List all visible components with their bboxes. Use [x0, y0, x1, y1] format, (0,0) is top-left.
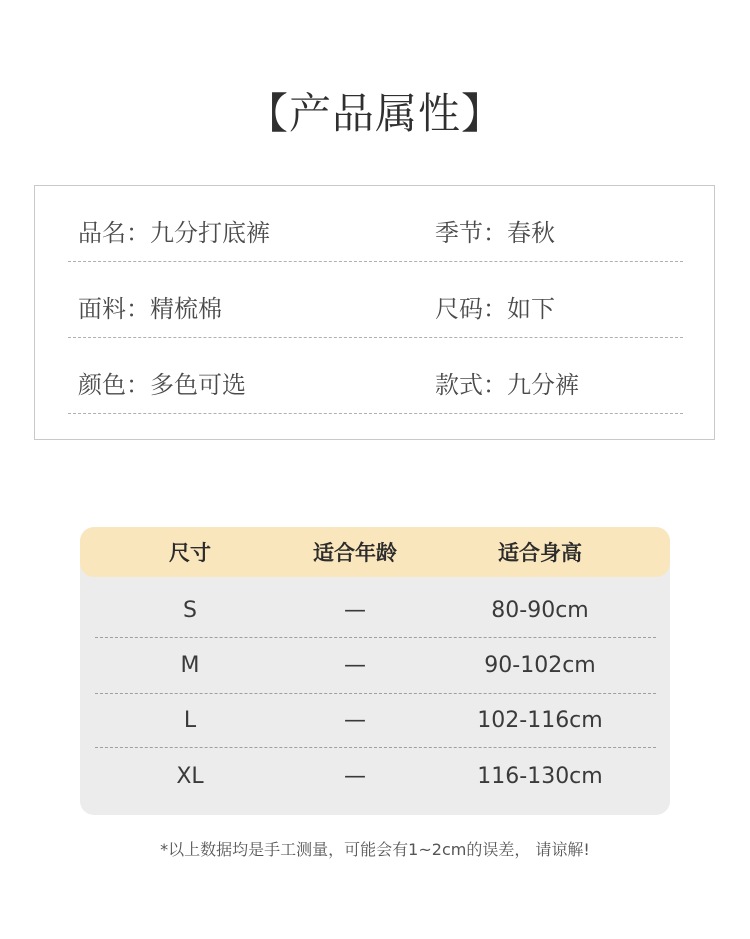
- cell-height: 102-116cm: [477, 708, 603, 733]
- header-height: 适合身高: [498, 541, 582, 565]
- attribute-row: [68, 186, 683, 262]
- page-title: 【产品属性】: [245, 89, 504, 138]
- attribute-product-name: 品名：九分打底裤: [78, 219, 270, 247]
- table-row: [95, 748, 656, 808]
- cell-size: L: [183, 708, 197, 733]
- cell-size: XL: [176, 764, 204, 789]
- attribute-row: [68, 262, 683, 338]
- header-age: 适合年龄: [313, 541, 397, 565]
- cell-height: 90-102cm: [484, 653, 596, 678]
- cell-age: —: [344, 653, 366, 678]
- cell-size: S: [183, 598, 197, 623]
- cell-size: M: [180, 653, 200, 678]
- size-table-header: [80, 527, 670, 577]
- attribute-row: [68, 338, 683, 414]
- header-size: 尺寸: [169, 541, 211, 565]
- table-row: [95, 585, 656, 638]
- attribute-season: 季节：春秋: [435, 219, 555, 247]
- cell-height: 116-130cm: [477, 764, 603, 789]
- attribute-fabric: 面料：精梳棉: [78, 295, 222, 323]
- cell-age: —: [344, 764, 366, 789]
- table-row: [95, 638, 656, 694]
- cell-age: —: [344, 708, 366, 733]
- table-row: [95, 694, 656, 748]
- size-table: [80, 527, 670, 815]
- measurement-footnote: *以上数据均是手工测量，可能会有1~2cm的误差， 请谅解!: [160, 840, 590, 859]
- cell-age: —: [344, 598, 366, 623]
- attribute-color: 颜色：多色可选: [78, 371, 246, 399]
- cell-height: 80-90cm: [491, 598, 589, 623]
- attribute-style: 款式：九分裤: [435, 371, 579, 399]
- product-attributes-box: [34, 185, 715, 440]
- attribute-size: 尺码：如下: [435, 295, 555, 323]
